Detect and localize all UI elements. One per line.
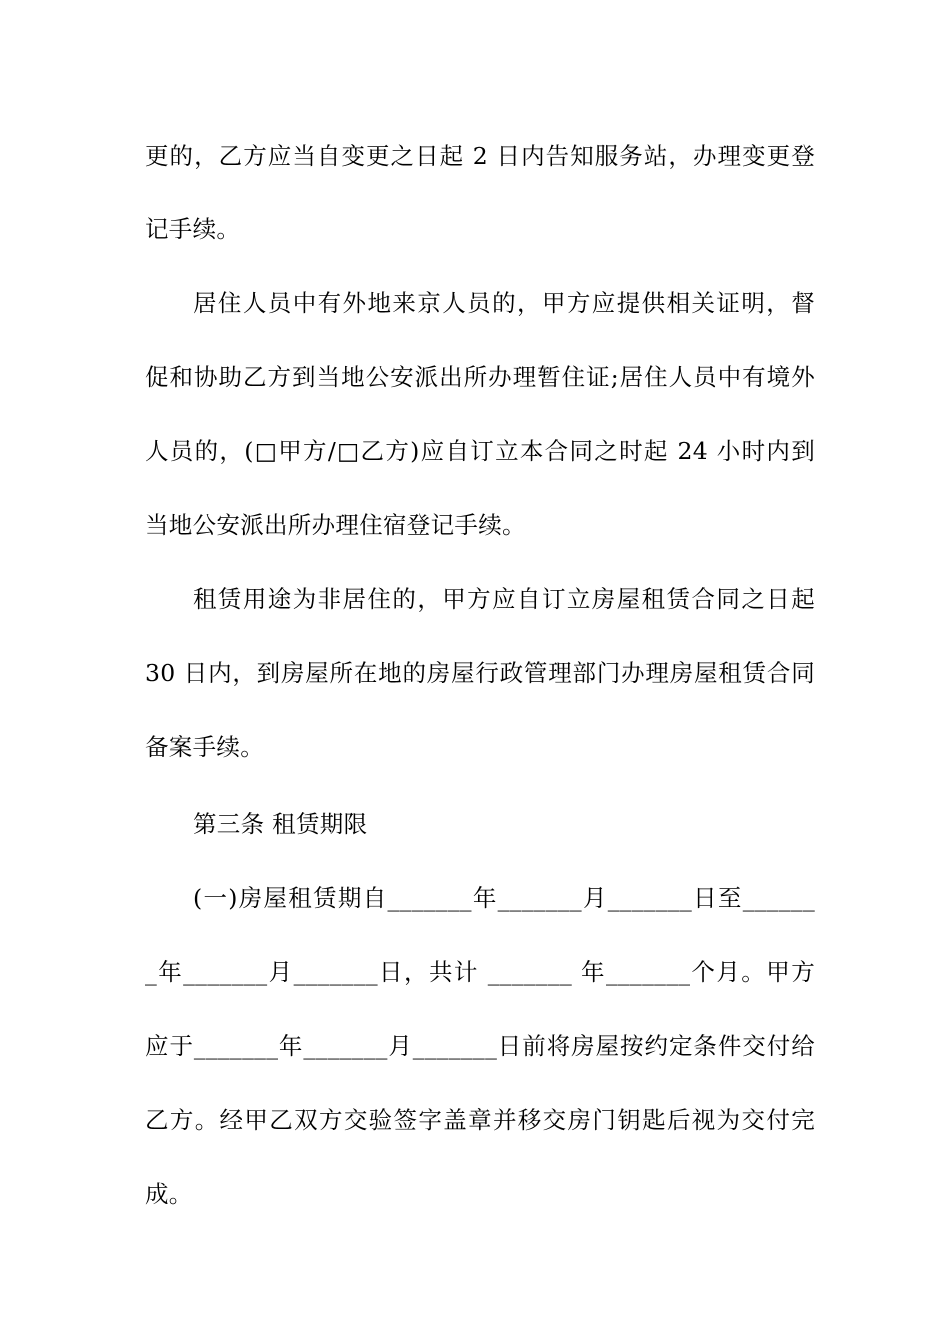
text-line: 记手续。: [145, 215, 241, 243]
text-line: 应于_______年_______月_______日前将房屋按约定条件交付给: [145, 1032, 815, 1060]
text-line: 人员的，(□甲方/□乙方)应自订立本合同之时起 24 小时内到: [145, 437, 815, 465]
text-line: 当地公安派出所办理住宿登记手续。: [145, 511, 526, 539]
text-line: 成。: [145, 1180, 193, 1208]
section-heading: 第三条 租赁期限: [193, 810, 368, 838]
text-line: 促和协助乙方到当地公安派出所办理暂住证;居住人员中有境外: [145, 363, 815, 391]
text-line: 居住人员中有外地来京人员的，甲方应提供相关证明，督: [193, 289, 815, 317]
text-line: (一)房屋租赁期自_______年_______月_______日至______: [193, 884, 815, 912]
text-line: _年_______月_______日，共计 _______ 年_______个月。甲方: [145, 958, 815, 986]
text-line: 备案手续。: [145, 733, 264, 761]
text-line: 租赁用途为非居住的，甲方应自订立房屋租赁合同之日起: [193, 585, 815, 613]
text-line: 30 日内，到房屋所在地的房屋行政管理部门办理房屋租赁合同: [145, 659, 815, 687]
text-line: 更的，乙方应当自变更之日起 2 日内告知服务站，办理变更登: [145, 142, 815, 170]
text-line: 乙方。经甲乙双方交验签字盖章并移交房门钥匙后视为交付完: [145, 1106, 815, 1134]
